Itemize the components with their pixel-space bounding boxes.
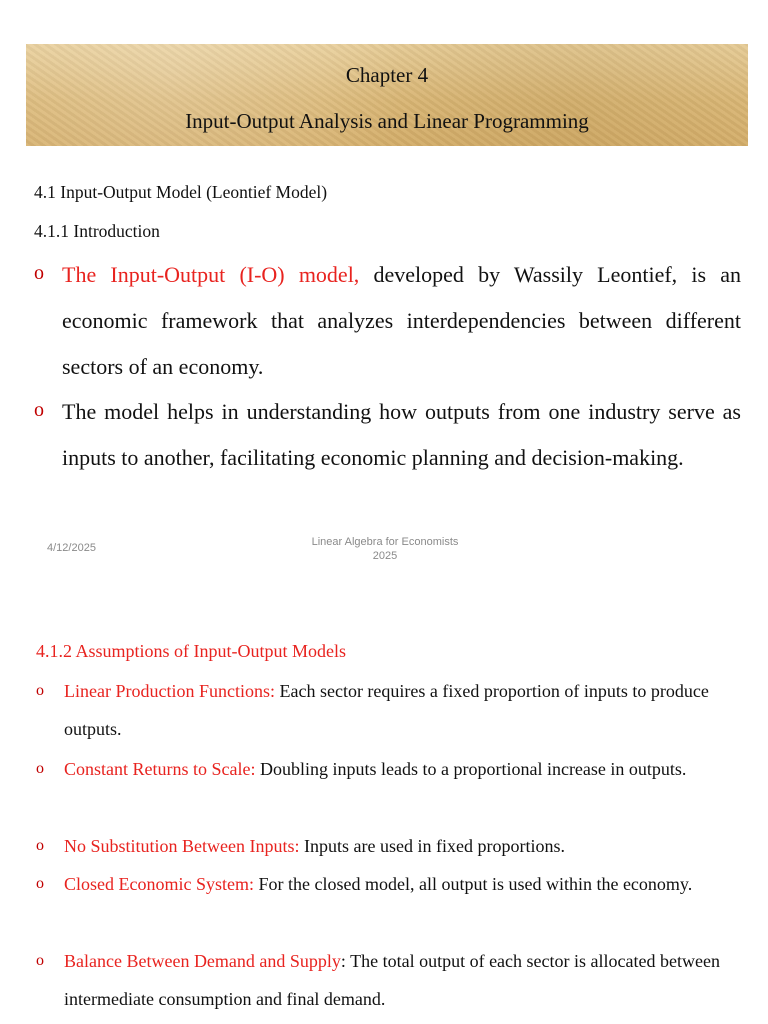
assumption-item — [64, 865, 744, 903]
bullet-icon: o — [36, 952, 44, 969]
assumption-text: For the closed model, all output is used within the economy. — [253, 874, 693, 894]
section-heading: 4.1 Input-Output Model (Leontief Model) — [34, 182, 328, 202]
assumption-term: Linear Production Functions: — [64, 681, 275, 701]
footer-course — [290, 535, 480, 563]
assumption-text: Each sector requires a fixed proportion of inputs to produce outputs. — [64, 681, 709, 739]
assumption-text: : The total output of each sector is allocated between intermediate consumption and final demand. — [64, 951, 720, 1009]
assumption-item — [64, 827, 744, 865]
assumption-text: Doubling inputs leads to a proportional increase in outputs. — [255, 759, 687, 779]
bullet-icon: o — [36, 837, 44, 854]
intro-bullet-1 — [62, 252, 741, 390]
footer-course-year: 2025 — [372, 550, 398, 562]
chapter-title: Input-Output Analysis and Linear Programming — [185, 109, 589, 133]
assumption-item — [64, 942, 744, 1018]
intro-bullet-text: The model helps in understanding how outputs from one industry serve as inputs to another, facilitating economic planning and decision-making. — [62, 399, 741, 470]
assumption-term: Balance Between Demand and Supply — [64, 951, 341, 971]
intro-bullet-2 — [62, 389, 741, 481]
intro-bullet-text: developed by Wassily Leontief, is an economic framework that analyzes interdependencies between different sectors of an economy. — [62, 262, 741, 379]
assumption-item — [64, 672, 744, 748]
assumption-item — [64, 750, 744, 788]
bullet-icon: o — [36, 760, 44, 777]
assumptions-heading: 4.1.2 Assumptions of Input-Output Models — [36, 641, 347, 661]
assumption-term: Closed Economic System: — [64, 874, 254, 894]
assumption-term: No Substitution Between Inputs: — [64, 836, 300, 856]
footer-date: 4/12/2025 — [47, 542, 96, 554]
bullet-icon: o — [34, 262, 44, 284]
assumption-text: Inputs are used in fixed proportions. — [299, 836, 565, 856]
bullet-icon: o — [36, 682, 44, 699]
bullet-icon: o — [34, 399, 44, 421]
intro-bullet-highlight: The Input-Output (I-O) model, — [62, 262, 360, 287]
assumption-term: Constant Returns to Scale: — [64, 759, 256, 779]
subsection-heading: 4.1.1 Introduction — [34, 221, 160, 241]
chapter-number: Chapter 4 — [345, 63, 429, 87]
bullet-icon: o — [36, 875, 44, 892]
footer-course-name: Linear Algebra for Economists — [311, 536, 459, 548]
chapter-banner — [26, 44, 748, 146]
